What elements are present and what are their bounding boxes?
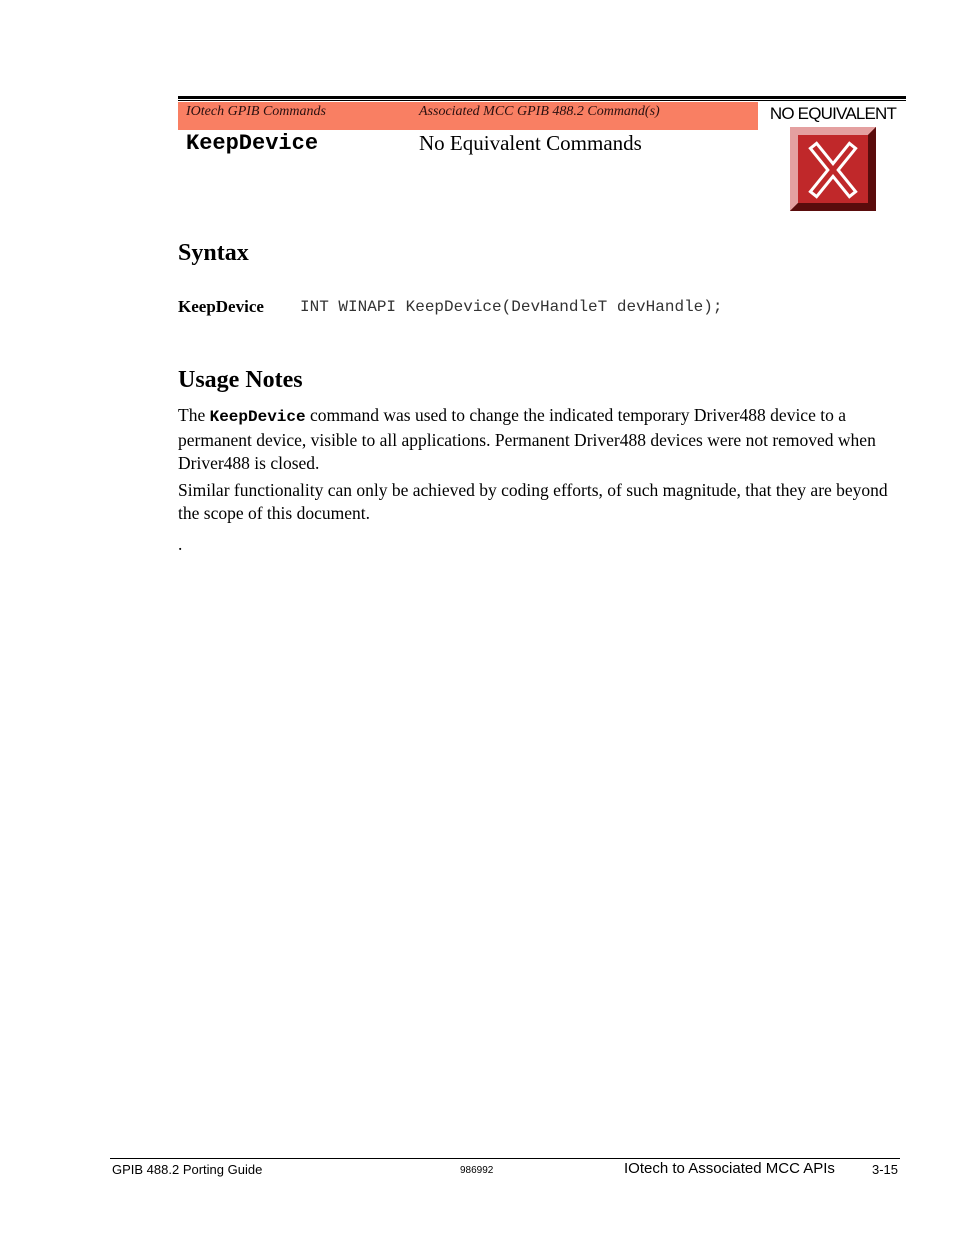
no-equivalent-label: NO EQUIVALENT [769,104,897,123]
header-rule-thin [178,100,906,101]
syntax-heading: Syntax [178,240,249,266]
footer-doc-number: 986992 [460,1165,494,1176]
header-col-iotech: IOtech GPIB Commands [186,104,326,119]
usage-p1-before: The [178,405,210,425]
footer-section-title: IOtech to Associated MCC APIs [624,1160,835,1177]
x-mark-icon [790,127,876,211]
syntax-label: KeepDevice [178,297,264,316]
footer-guide-title: GPIB 488.2 Porting Guide [112,1162,263,1177]
syntax-code: INT WINAPI KeepDevice(DevHandleT devHandle); [300,298,723,316]
usage-p1-code: KeepDevice [209,408,306,426]
command-equivalent: No Equivalent Commands [419,131,642,155]
usage-paragraph-1 [178,404,904,475]
footer-rule [110,1158,900,1159]
usage-p1-after: command was used to change the indicated temporary Driver488 device to a permanent device, visible to all applications. Permanent Driver488 devices were not removed when Driver488 is closed. [178,405,876,473]
footer-page-number: 3-15 [872,1162,899,1177]
command-name: KeepDevice [186,131,319,156]
usage-notes-heading: Usage Notes [178,367,303,393]
usage-paragraph-2: Similar functionality can only be achieved by coding efforts, of such magnitude, that they are beyond the scope of this document. [178,480,888,523]
usage-paragraph-3: . [178,534,183,554]
header-rule [178,96,906,99]
header-col-mcc: Associated MCC GPIB 488.2 Command(s) [419,104,660,119]
